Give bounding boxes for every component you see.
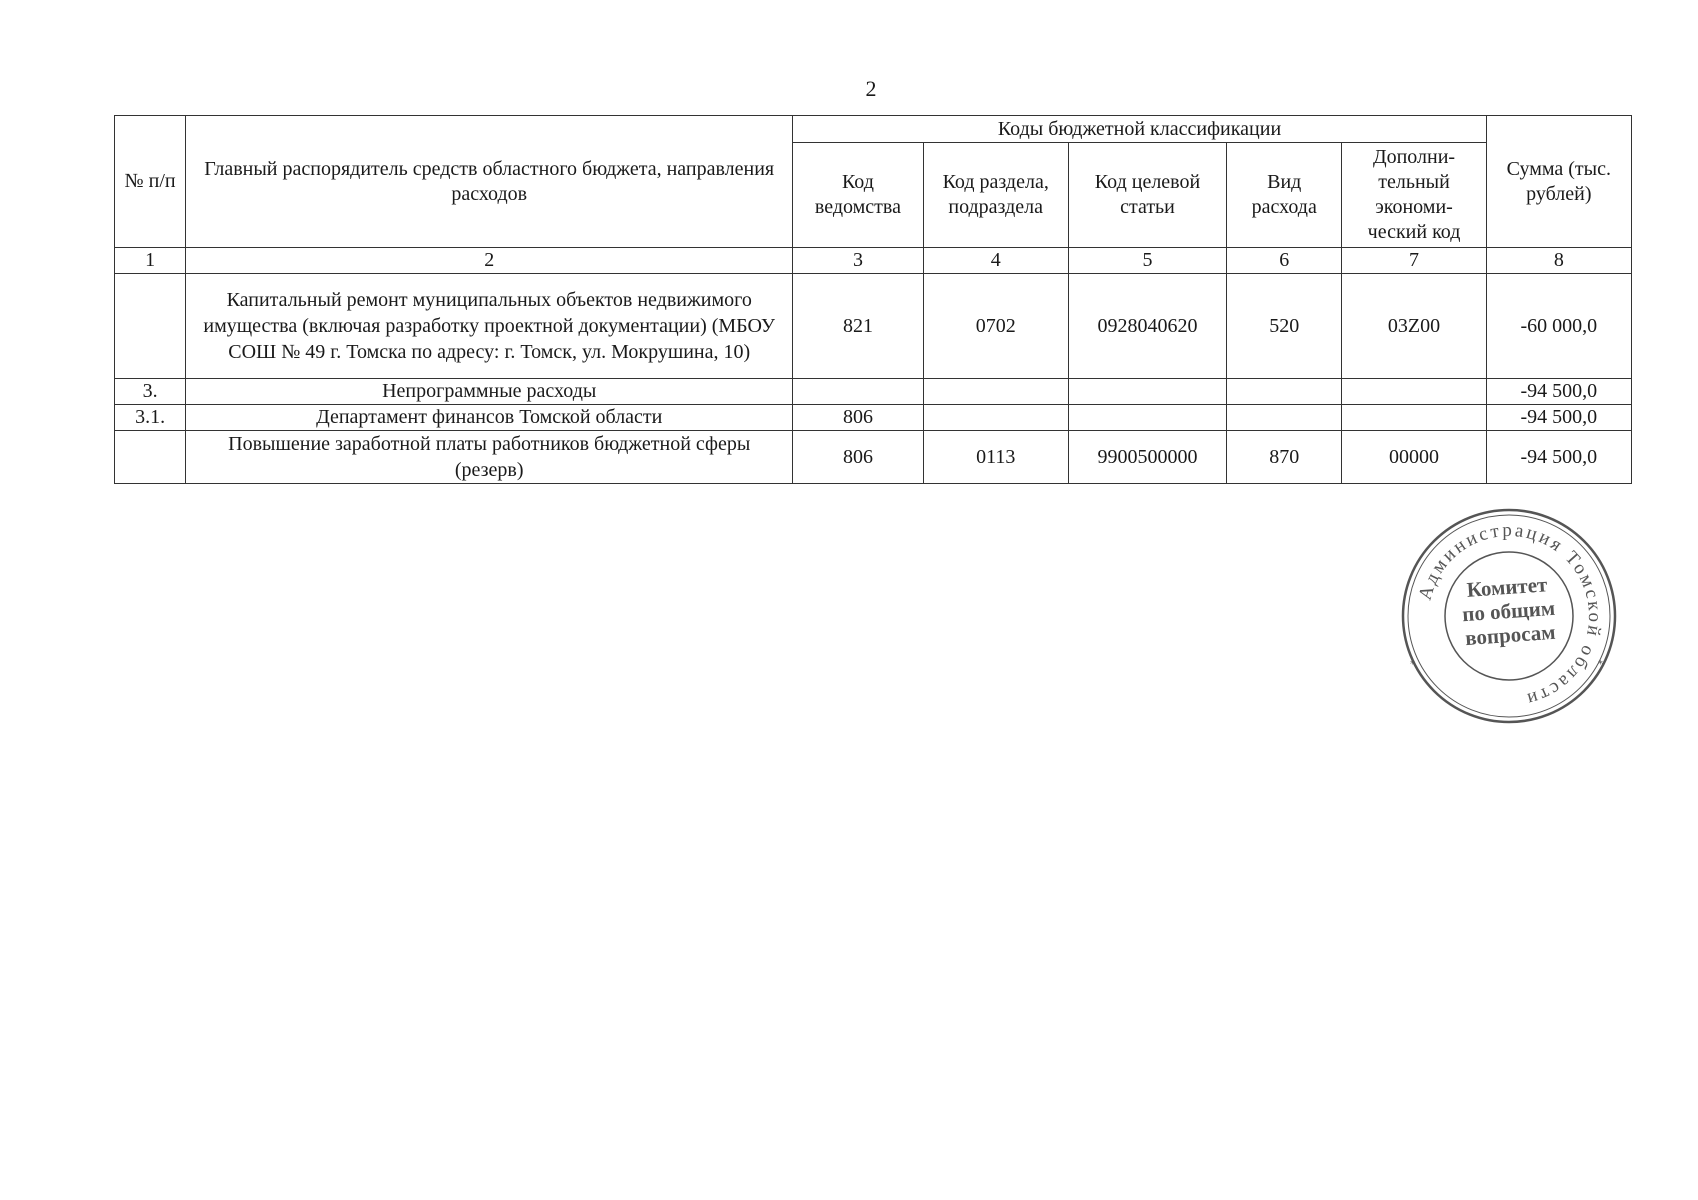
row-description: Департамент финансов Томской области xyxy=(186,405,793,431)
row-sum: -94 500,0 xyxy=(1486,405,1631,431)
header-num: № п/п xyxy=(115,116,186,248)
budget-table xyxy=(114,115,1632,484)
row-target-code: 9900500000 xyxy=(1068,431,1226,484)
row-dept-code: 821 xyxy=(793,274,923,379)
row-description: Непрограммные расходы xyxy=(186,379,793,405)
stamp-line-2: по общим xyxy=(1461,595,1556,627)
header-section-code: Код раздела, подраздела xyxy=(923,143,1068,248)
row-section-code: 0113 xyxy=(923,431,1068,484)
page-number: 2 xyxy=(865,76,877,101)
table-row xyxy=(115,274,1632,379)
row-expense-type: 870 xyxy=(1227,431,1342,484)
row-description: Повышение заработной платы работников бюджетной сферы (резерв) xyxy=(186,431,793,484)
official-stamp xyxy=(1398,505,1620,727)
header-classification-group: Коды бюджетной классификации xyxy=(793,116,1486,143)
row-num xyxy=(115,274,186,379)
row-target-code xyxy=(1068,405,1226,431)
column-index: 2 xyxy=(186,248,793,274)
column-index: 8 xyxy=(1486,248,1631,274)
row-dept-code: 806 xyxy=(793,405,923,431)
header-expense-type: Вид расхода xyxy=(1227,143,1342,248)
row-target-code xyxy=(1068,379,1226,405)
row-dept-code: 806 xyxy=(793,431,923,484)
row-sum: -94 500,0 xyxy=(1486,379,1631,405)
column-index: 3 xyxy=(793,248,923,274)
stamp-seal-icon xyxy=(1398,505,1620,727)
header-econ-code: Дополни-тельный экономи-ческий код xyxy=(1342,143,1486,248)
column-index: 1 xyxy=(115,248,186,274)
row-description: Капитальный ремонт муниципальных объектов недвижимого имущества (включая разработку проектной документации) (МБОУ СОШ № 49 г. Томска по адресу: г. Томск, ул. Мокрушина, 10) xyxy=(186,274,793,379)
row-econ-code xyxy=(1342,405,1486,431)
row-section-code xyxy=(923,405,1068,431)
row-section-code xyxy=(923,379,1068,405)
column-index: 4 xyxy=(923,248,1068,274)
row-num: 3. xyxy=(115,379,186,405)
row-econ-code xyxy=(1342,379,1486,405)
row-expense-type: 520 xyxy=(1227,274,1342,379)
row-sum: -60 000,0 xyxy=(1486,274,1631,379)
row-dept-code xyxy=(793,379,923,405)
column-index: 6 xyxy=(1227,248,1342,274)
row-econ-code: 00000 xyxy=(1342,431,1486,484)
row-expense-type xyxy=(1227,405,1342,431)
row-sum: -94 500,0 xyxy=(1486,431,1631,484)
row-expense-type xyxy=(1227,379,1342,405)
header-dept-code: Код ведомства xyxy=(793,143,923,248)
header-description: Главный распорядитель средств областного бюджета, направления расходов xyxy=(186,116,793,248)
table-row xyxy=(115,431,1632,484)
row-num xyxy=(115,431,186,484)
row-section-code: 0702 xyxy=(923,274,1068,379)
svg-text:*: * xyxy=(1410,659,1415,670)
stamp-line-1: Комитет xyxy=(1465,572,1549,602)
stamp-line-3: вопросам xyxy=(1464,619,1557,651)
column-index: 7 xyxy=(1342,248,1486,274)
svg-text:*: * xyxy=(1598,659,1603,670)
header-sum: Сумма (тыс. рублей) xyxy=(1486,116,1631,248)
row-econ-code: 03Z00 xyxy=(1342,274,1486,379)
column-index: 5 xyxy=(1068,248,1226,274)
table-row xyxy=(115,405,1632,431)
column-index-row xyxy=(115,248,1632,274)
stamp-ring-text: Администрация Томской области xyxy=(1414,519,1606,711)
header-row-top xyxy=(115,116,1632,143)
header-target-code: Код целевой статьи xyxy=(1068,143,1226,248)
row-target-code: 0928040620 xyxy=(1068,274,1226,379)
row-num: 3.1. xyxy=(115,405,186,431)
table-row xyxy=(115,379,1632,405)
